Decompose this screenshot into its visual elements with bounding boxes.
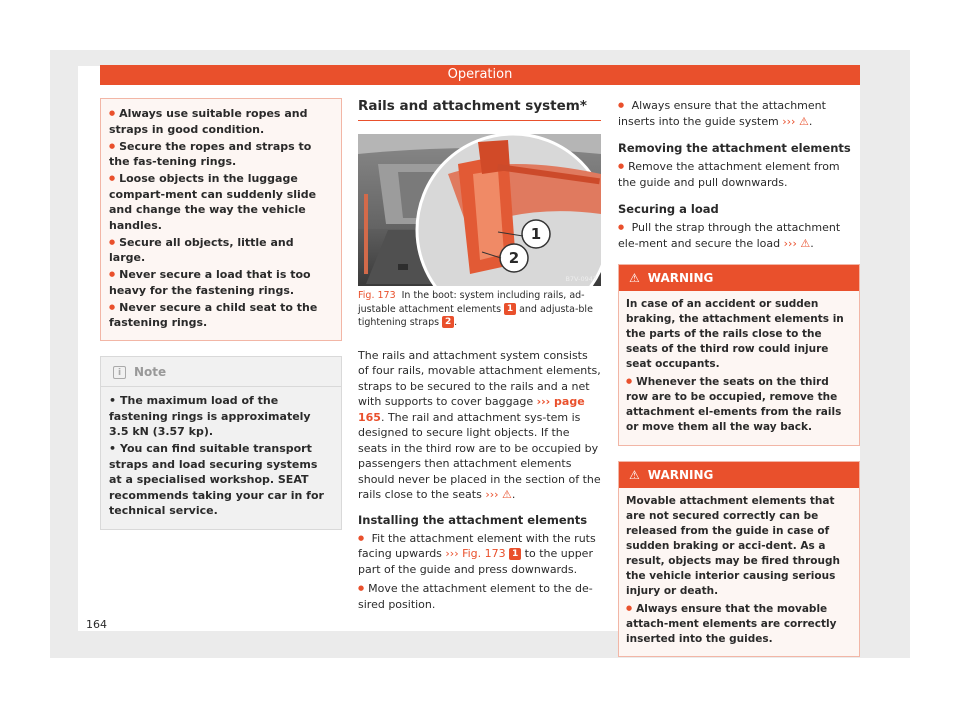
list-item: • You can find suitable transport straps and load securing systems at a specialised workshop. SEAT recommends taking your car in for technical service.: [109, 441, 333, 519]
warning-box-1: [618, 264, 860, 446]
warning-header: [619, 265, 859, 291]
figure-label: Fig. 173: [358, 290, 396, 301]
remove-list: [618, 159, 860, 190]
list-item: ● Move the attachment element to the de-sired position.: [358, 581, 601, 612]
warning-icon: ⚠: [798, 114, 809, 128]
boot-figure: [358, 134, 601, 286]
list-item: ● Fit the attachment element with the ruts facing upwards ››› Fig. 173 1 to the upper part of the guide and press downwards.: [358, 531, 601, 578]
list-item: • The maximum load of the fastening rings is approximately 3.5 kN (3.57 kp).: [109, 393, 333, 440]
warning-icon: ⚠: [502, 488, 512, 501]
warning-title: WARNING: [647, 467, 714, 482]
left-column: [100, 98, 342, 530]
securing-heading: Securing a load: [618, 202, 719, 216]
installing-heading: Installing the attachment elements: [358, 512, 588, 527]
safety-box: [100, 98, 342, 341]
figure-callout-1: 1: [530, 225, 542, 243]
page-number: 164: [86, 618, 107, 631]
list-item: ● Never secure a load that is too heavy for the fastening rings.: [109, 267, 333, 298]
secure-list: [618, 220, 860, 251]
warning-icon: ⚠: [800, 236, 811, 250]
list-item: ● Secure all objects, little and large.: [109, 235, 333, 266]
warning-text: Movable attachment elements that are not secured correctly can be released from the guide in case of sudden braking or acci-dent. As a result, objects may be fired through the vehicle interior causing serious injury or death.: [626, 494, 840, 597]
warning-triangle-icon: ⚠: [629, 467, 640, 482]
warning-list: [626, 374, 852, 435]
warning-header: [619, 462, 859, 488]
list-item: ● Pull the strap through the attachment ele-ment and secure the load ››› ⚠.: [618, 220, 860, 251]
note-header: [101, 357, 341, 379]
warning-link-arrows[interactable]: ›››: [485, 488, 499, 501]
right-column: [618, 98, 860, 657]
warning-box-2: [618, 461, 860, 658]
list-item: ● Loose objects in the luggage compart-ment can suddenly slide and change the way the vehicle handles.: [109, 171, 333, 233]
safety-list: [109, 106, 333, 331]
list-item: ● Remove the attachment element from the guide and pull downwards.: [618, 159, 860, 190]
boot-illustration: [358, 134, 601, 286]
warning-triangle-icon: ⚠: [629, 271, 640, 285]
figure-code: B7V-0947: [565, 275, 597, 283]
section-title: Rails and attachment system*: [358, 98, 601, 121]
list-item: ● Always ensure that the movable attach-ment elements are correctly inserted into the guides.: [626, 601, 852, 647]
warning-link-arrows[interactable]: ›››: [782, 114, 796, 128]
warning-text: In case of an accident or sudden braking, the attachment elements in the parts of the rails close to the seats of the third row could injure seat occupants.: [626, 298, 844, 370]
info-icon: i: [113, 366, 126, 379]
warning-link-arrows[interactable]: ›››: [783, 236, 797, 250]
figure-callout-2: 2: [508, 249, 520, 267]
figure-link[interactable]: ››› Fig. 173: [445, 547, 506, 560]
page-link[interactable]: ››› page 165: [358, 395, 585, 424]
callout-badge-2: 2: [442, 316, 454, 328]
callout-badge-1: 1: [504, 303, 516, 315]
list-item: ● Never secure a child seat to the fastening rings.: [109, 300, 333, 331]
intro-paragraph: The rails and attachment system consists of four rails, movable attachment elements, straps to be secured to the rails and a net with supports to cover baggage ››› page 165. The rail and attachment sys-tem is designed to secure light objects. If the seats in the third row are to be occupied by passengers then attachment elements should never be placed in the section of the rails close to the seats ››› ⚠.: [358, 348, 601, 501]
removing-heading: Removing the attachment elements: [618, 141, 851, 155]
note-list: [101, 387, 341, 529]
list-item: ● Whenever the seats on the third row are to be occupied, remove the attachment el-ements from the rails or move them all the way back.: [626, 374, 852, 435]
figure-caption: Fig. 173 In the boot: system including rails, ad-justable attachment elements 1 and adjusta-ble tightening straps 2 .: [358, 290, 593, 328]
middle-column: [358, 98, 601, 614]
callout-badge-1: 1: [509, 548, 521, 560]
warning-list: [626, 601, 852, 647]
install-list: [358, 531, 601, 613]
page-header: Operation: [100, 65, 860, 85]
note-box: [100, 356, 342, 530]
note-title: Note: [134, 365, 167, 379]
insert-list: [618, 98, 860, 129]
warning-title: WARNING: [647, 271, 714, 285]
list-item: ● Always ensure that the attachment inserts into the guide system ››› ⚠.: [618, 98, 860, 129]
list-item: ● Always use suitable ropes and straps in good condition.: [109, 106, 333, 137]
list-item: ● Secure the ropes and straps to the fas-tening rings.: [109, 139, 333, 170]
